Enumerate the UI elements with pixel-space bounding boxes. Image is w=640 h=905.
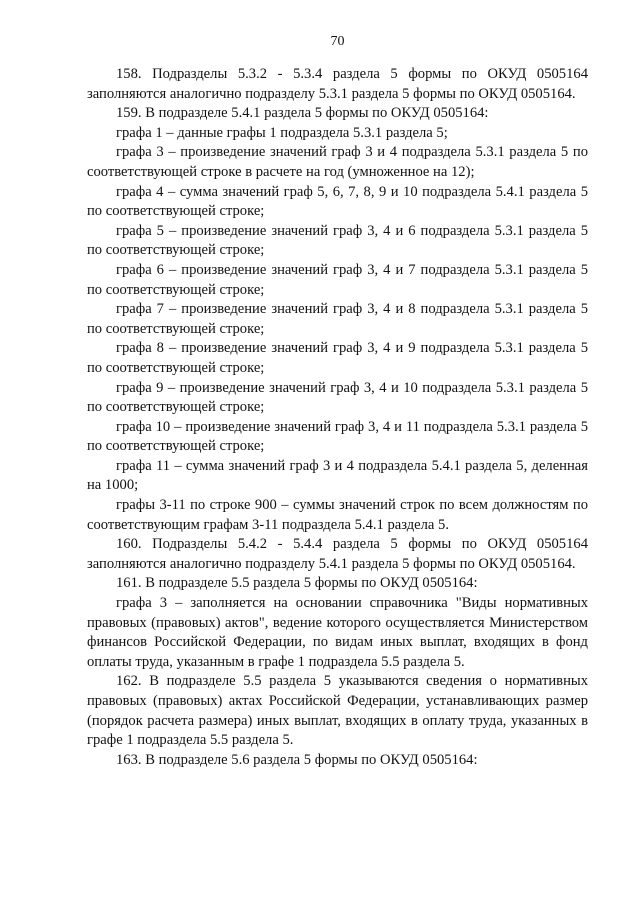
paragraph: графа 3 – заполняется на основании справочника "Виды нормативных правовых (правовых) актов", ведение которого осуществляется Министерством финансов Российской Федерации, по видам иных выплат, входящих в фонд оплаты труда, указанным в графе 1 подраздела 5.5 раздела 5. [87, 595, 588, 670]
paragraph: 161. В подразделе 5.5 раздела 5 формы по ОКУД 0505164: [116, 575, 478, 592]
paragraph: графа 4 – сумма значений граф 5, 6, 7, 8, 9 и 10 подраздела 5.4.1 раздела 5 по соответствующей строке; [87, 183, 588, 220]
paragraph: 162. В подразделе 5.5 раздела 5 указываются сведения о нормативных правовых (правовых) актах Российской Федерации, устанавливающих размер (порядок расчета размера) иных выплат, входящих в оплату труда, указанных в графе 1 подраздела 5.5 раздела 5. [87, 673, 588, 749]
document-body [87, 65, 588, 770]
paragraph: графы 3-11 по строке 900 – суммы значений строк по всем должностям по соответствующим графам 3-11 подраздела 5.4.1 раздела 5. [87, 497, 588, 533]
paragraph: 158. Подразделы 5.3.2 - 5.3.4 раздела 5 формы по ОКУД 0505164 заполняются аналогично подразделу 5.3.1 раздела 5 формы по ОКУД 0505164. [87, 66, 588, 102]
paragraph: графа 1 – данные графы 1 подраздела 5.3.1 раздела 5; [116, 124, 448, 141]
paragraph: графа 5 – произведение значений граф 3, 4 и 6 подраздела 5.3.1 раздела 5 по соответствующей строке; [87, 222, 588, 259]
paragraph: графа 7 – произведение значений граф 3, 4 и 8 подраздела 5.3.1 раздела 5 по соответствующей строке; [87, 301, 588, 337]
paragraph: графа 10 – произведение значений граф 3, 4 и 11 подраздела 5.3.1 раздела 5 по соответствующей строке; [87, 418, 588, 455]
paragraph: 160. Подразделы 5.4.2 - 5.4.4 раздела 5 формы по ОКУД 0505164 заполняются аналогично подразделу 5.4.1 раздела 5 формы по ОКУД 0505164. [87, 536, 588, 572]
paragraph: графа 11 – сумма значений граф 3 и 4 подраздела 5.4.1 раздела 5, деленная на 1000; [87, 457, 588, 494]
paragraph: графа 8 – произведение значений граф 3, 4 и 9 подраздела 5.3.1 раздела 5 по соответствующей строке; [87, 340, 588, 376]
page-number: 70 [330, 34, 345, 49]
paragraph: графа 9 – произведение значений граф 3, 4 и 10 подраздела 5.3.1 раздела 5 по соответствующей строке; [87, 379, 588, 416]
paragraph: графа 3 – произведение значений граф 3 и 4 подраздела 5.3.1 раздела 5 по соответствующей строке в расчете на год (умноженное на 12); [87, 144, 588, 180]
paragraph: 163. В подразделе 5.6 раздела 5 формы по ОКУД 0505164: [116, 751, 478, 768]
paragraph: графа 6 – произведение значений граф 3, 4 и 7 подраздела 5.3.1 раздела 5 по соответствующей строке; [87, 261, 588, 298]
paragraph: 159. В подразделе 5.4.1 раздела 5 формы по ОКУД 0505164: [116, 105, 489, 122]
